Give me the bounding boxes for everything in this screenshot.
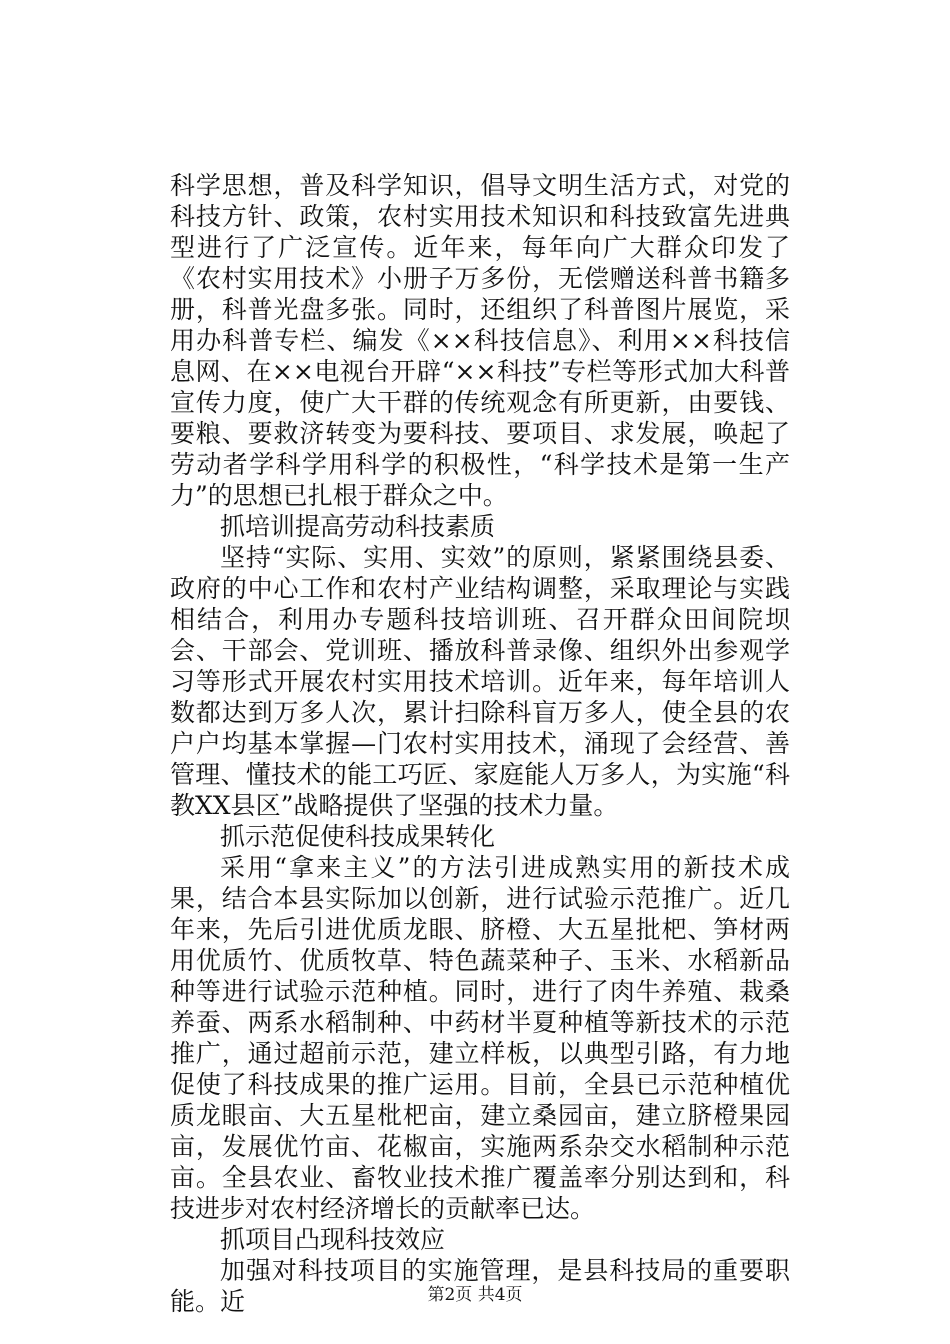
paragraph: 采用“拿来主义”的方法引进成熟实用的新技术成果，结合本县实际加以创新，进行试验示范推广。近几年来，先后引进优质龙眼、脐橙、大五星批杷、笋材两用优质竹、优质牧草、特色蔬菜种子、玉米、水稻新品种等进行试验示范种植。同时，进行了肉牛养殖、栽桑养蚕、两系水稻制种、中药材半夏种植等新技术的示范推广，通过超前示范，建立样板，以典型引路，有力地促使了科技成果的推广运用。目前，全县已示范种植优质龙眼亩、大五星枇杷亩，建立桑园亩，建立脐橙果园亩，发展优竹亩、花椒亩，实施两系杂交水稻制种示范亩。全县农业、畜牧业技术推广覆盖率分别达到和，科技进步对农村经济增长的贡献率已达。 <box>170 853 790 1223</box>
section-heading: 抓示范促使科技成果转化 <box>220 822 496 851</box>
paragraph: 加强对科技项目的实施管理，是县科技局的重要职能。近 <box>170 1256 790 1316</box>
section-heading: 抓项目凸现科技效应 <box>220 1225 446 1254</box>
paragraph: 坚持“实际、实用、实效”的原则，紧紧围绕县委、政府的中心工作和农村产业结构调整，采取理论与实践相结合，利用办专题科技培训班、召开群众田间院坝会、干部会、党训班、播放科普录像、组织外出参观学习等形式开展农村实用技术培训。近年来，每年培训人数都达到万多人次，累计扫除科盲万多人，使全县的农户户均基本掌握—门农村实用技术，涌现了会经营、善管理、懂技术的能工巧匠、家庭能人万多人，为实施“科教XX县区”战略提供了坚强的技术力量。 <box>170 543 790 820</box>
document-body <box>170 170 790 1317</box>
page-number-footer: 第2页 共4页 <box>427 1285 523 1305</box>
section-heading: 抓培训提高劳动科技素质 <box>220 512 496 541</box>
paragraph: 科学思想，普及科学知识，倡导文明生活方式，对党的科技方针、政策，农村实用技术知识和科技致富先进典型进行了广泛宣传。近年来，每年向广大群众印发了《农村实用技术》小册子万多份，无偿赠送科普书籍多册，科普光盘多张。同时，还组织了科普图片展览，采用办科普专栏、编发《××科技信息》、利用××科技信息网、在××电视台开辟“××科技”专栏等形式加大科普宣传力度，使广大干群的传统观念有所更新，由要钱、要粮、要救济转变为要科技、要项目、求发展，唤起了劳动者学科学用科学的积极性，“科学技术是第一生产力”的思想已扎根于群众之中。 <box>170 171 790 510</box>
